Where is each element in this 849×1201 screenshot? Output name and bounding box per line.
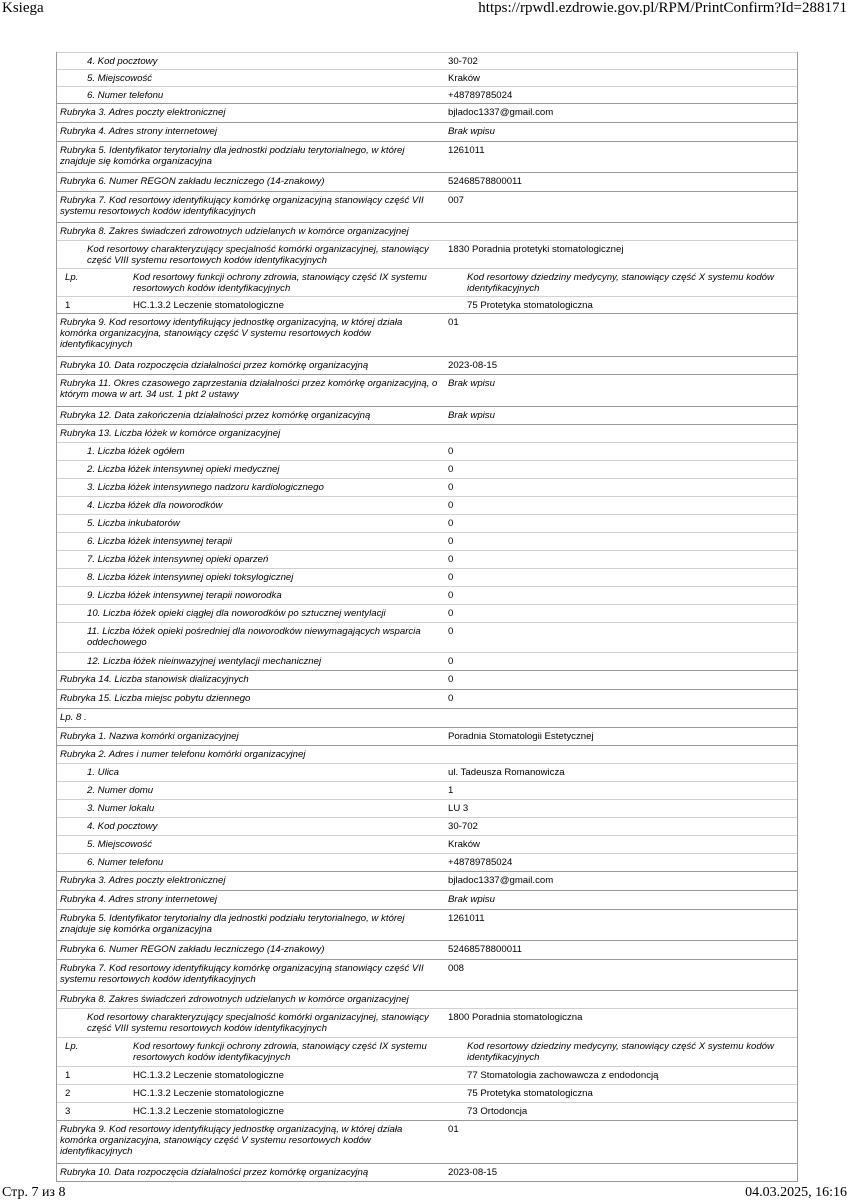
table-row	[57, 1084, 797, 1102]
row-value: 30-702	[448, 56, 478, 67]
table-row	[57, 1008, 797, 1037]
row-label: 6. Numer telefonu	[87, 90, 164, 101]
table-row	[57, 496, 797, 514]
table-row	[57, 799, 797, 817]
row-value: 73 Ortodoncja	[467, 1106, 528, 1117]
row-value: Kod resortowy dziedziny medycyny, stanowiący część X systemu kodów identyfikacyjnych	[467, 272, 774, 294]
row-label: Rubryka 9. Kod resortowy identyfikujący jednostkę organizacyjną, w której działa komórka organizacyjna, stanowiący część V systemu resortowych kodów identyfikacyjnych	[60, 1124, 403, 1157]
row-label: 4. Liczba łóżek dla noworodków	[87, 500, 223, 511]
row-label: Rubryka 12. Data zakończenia działalności przez komórkę organizacyjną	[60, 410, 371, 421]
row-label: 6. Numer telefonu	[87, 857, 164, 868]
table-row	[57, 240, 797, 268]
table-row	[57, 940, 797, 959]
row-label: 4. Kod pocztowy	[87, 821, 158, 832]
row-value: HC.1.3.2 Leczenie stomatologiczne	[133, 1106, 284, 1117]
row-label: Lp.	[65, 1041, 79, 1052]
table-row	[57, 222, 797, 240]
row-value: 52468578800011	[448, 176, 522, 187]
table-row	[57, 532, 797, 550]
page-counter: Стр. 7 из 8	[2, 1185, 66, 1200]
row-label: 1	[65, 1070, 71, 1081]
row-label: 6. Liczba łóżek intensywnej terapii	[87, 536, 233, 547]
row-label: 2. Numer domu	[87, 785, 154, 796]
table-row	[57, 1102, 797, 1120]
row-label: 5. Miejscowość	[87, 73, 153, 84]
table-row	[57, 1066, 797, 1084]
row-value: Kod resortowy funkcji ochrony zdrowia, stanowiący część IX systemu resortowych kodów identyfikacyjnych	[133, 1041, 427, 1063]
row-value: 2023-08-15	[448, 360, 498, 371]
row-label: 3. Liczba łóżek intensywnego nadzoru kardiologicznego	[87, 482, 324, 493]
table-row	[57, 1120, 797, 1163]
row-label: 8. Liczba łóżek intensywnej opieki toksylogicznej	[87, 572, 294, 583]
print-url: https://rpwdl.ezdrowie.gov.pl/RPM/PrintConfirm?Id=288171	[478, 0, 847, 16]
row-label: Kod resortowy charakteryzujący specjalność komórki organizacyjnej, stanowiący część VIII systemu resortowych kodów identyfikacyjnych	[87, 244, 429, 266]
row-label: 3. Numer lokalu	[87, 803, 155, 814]
print-header	[0, 0, 849, 20]
row-label: 5. Miejscowość	[87, 839, 153, 850]
row-label: Lp.	[65, 272, 79, 283]
table-row	[57, 374, 797, 406]
row-value: 01	[448, 1124, 459, 1135]
row-label: Rubryka 10. Data rozpoczęcia działalności przez komórkę organizacyjną	[60, 360, 369, 371]
table-row	[57, 745, 797, 763]
row-label: Rubryka 6. Numer REGON zakładu leczniczego (14-znakowy)	[60, 176, 325, 187]
row-label: 9. Liczba łóżek intensywnej terapii noworodka	[87, 590, 282, 601]
table-row	[57, 1037, 797, 1066]
row-value: 0	[448, 590, 454, 601]
table-row	[57, 514, 797, 532]
table-row	[57, 781, 797, 799]
row-value: bjladoc1337@gmail.com	[448, 107, 554, 118]
table-row	[57, 670, 797, 689]
table-row	[57, 586, 797, 604]
row-label: 1. Liczba łóżek ogółem	[87, 446, 185, 457]
row-label: Rubryka 5. Identyfikator terytorialny dla jednostki podziału terytorialnego, w której znajduje się komórka organizacyjna	[60, 145, 405, 167]
table-row	[57, 550, 797, 568]
row-label: 12. Liczba łóżek nieinwazyjnej wentylacji mechanicznej	[87, 656, 322, 667]
table-row	[57, 86, 797, 103]
table-row	[57, 122, 797, 141]
table-row	[57, 268, 797, 296]
row-value: 0	[448, 536, 454, 547]
row-value: 0	[448, 572, 454, 583]
row-value: Kraków	[448, 839, 480, 850]
row-value: 2023-08-15	[448, 1167, 498, 1178]
row-label: Rubryka 8. Zakres świadczeń zdrowotnych udzielanych w komórce organizacyjnej	[60, 226, 409, 237]
row-value: 0	[448, 608, 454, 619]
row-label: 11. Liczba łóżek opieki pośredniej dla noworodków niewymagających wsparcia oddechowego	[87, 626, 421, 648]
table-row	[57, 296, 797, 313]
table-row	[57, 442, 797, 460]
row-value: Kod resortowy dziedziny medycyny, stanowiący część X systemu kodów identyfikacyjnych	[467, 1041, 774, 1063]
row-value: 01	[448, 317, 459, 328]
row-label: 10. Liczba łóżek opieki ciągłej dla noworodków po sztucznej wentylacji	[87, 608, 386, 619]
row-label: Lp. 8 .	[60, 712, 87, 723]
row-label: Rubryka 2. Adres i numer telefonu komórki organizacyjnej	[60, 749, 306, 760]
row-label: 4. Kod pocztowy	[87, 56, 158, 67]
row-value: 007	[448, 195, 465, 206]
row-value: 77 Stomatologia zachowawcza z endodoncją	[467, 1070, 659, 1081]
row-value: 0	[448, 554, 454, 565]
registry-table	[56, 52, 798, 1182]
row-label: Rubryka 4. Adres strony internetowej	[60, 126, 217, 137]
table-row	[57, 406, 797, 424]
row-value: 1	[448, 785, 454, 796]
table-row	[57, 990, 797, 1008]
row-value: 0	[448, 626, 454, 637]
row-value: 008	[448, 963, 465, 974]
row-value: 0	[448, 464, 454, 475]
row-label: Rubryka 9. Kod resortowy identyfikujący jednostkę organizacyjną, w której działa komórka organizacyjna, stanowiący część V systemu resortowych kodów identyfikacyjnych	[60, 317, 403, 350]
row-label: Rubryka 8. Zakres świadczeń zdrowotnych udzielanych w komórce organizacyjnej	[60, 994, 409, 1005]
table-row	[57, 817, 797, 835]
row-value: 0	[448, 518, 454, 529]
row-value: 0	[448, 500, 454, 511]
row-value: Kod resortowy funkcji ochrony zdrowia, stanowiący część IX systemu resortowych kodów identyfikacyjnych	[133, 272, 427, 294]
table-row	[57, 763, 797, 781]
row-label: Rubryka 6. Numer REGON zakładu leczniczego (14-znakowy)	[60, 944, 325, 955]
table-row	[57, 424, 797, 442]
row-value: 1830 Poradnia protetyki stomatologicznej	[448, 244, 624, 255]
row-value: 30-702	[448, 821, 478, 832]
table-row	[57, 478, 797, 496]
row-value: ul. Tadeusza Romanowicza	[448, 767, 565, 778]
table-row	[57, 69, 797, 86]
row-value: 1261011	[448, 913, 485, 924]
row-value: +48789785024	[448, 857, 513, 868]
row-value: Brak wpisu	[448, 378, 495, 389]
table-row	[57, 172, 797, 191]
row-label: 1. Ulica	[87, 767, 119, 778]
row-value: 75 Protetyka stomatologiczna	[467, 1088, 593, 1099]
row-value: 0	[448, 674, 454, 685]
table-row	[57, 52, 797, 69]
print-footer	[0, 1185, 849, 1201]
table-row	[57, 313, 797, 356]
print-datetime: 04.03.2025, 16:16	[745, 1185, 847, 1200]
row-label: Rubryka 15. Liczba miejsc pobytu dziennego	[60, 693, 251, 704]
row-label: Rubryka 5. Identyfikator terytorialny dla jednostki podziału terytorialnego, w której znajduje się komórka organizacyjna	[60, 913, 405, 935]
row-label: Rubryka 3. Adres poczty elektronicznej	[60, 107, 226, 118]
row-label: Kod resortowy charakteryzujący specjalność komórki organizacyjnej, stanowiący część VIII systemu resortowych kodów identyfikacyjnych	[87, 1012, 429, 1034]
row-value: LU 3	[448, 803, 469, 814]
row-value: Kraków	[448, 73, 480, 84]
table-row	[57, 727, 797, 745]
table-row	[57, 191, 797, 222]
row-value: bjladoc1337@gmail.com	[448, 875, 554, 886]
table-row	[57, 689, 797, 708]
table-row	[57, 568, 797, 586]
row-value: 52468578800011	[448, 944, 522, 955]
table-row	[57, 959, 797, 990]
row-label: 3	[65, 1106, 71, 1117]
row-value: 0	[448, 693, 454, 704]
row-label: Rubryka 11. Okres czasowego zaprzestania działalności przez komórkę organizacyjną, o którym mowa w art. 34 ust. 1 pkt 2 ustawy	[60, 378, 438, 400]
row-label: 5. Liczba inkubatorów	[87, 518, 180, 529]
table-row	[57, 356, 797, 374]
row-value: 1261011	[448, 145, 485, 156]
row-value: Poradnia Stomatologii Estetycznej	[448, 731, 594, 742]
table-row	[57, 141, 797, 172]
table-row	[57, 909, 797, 940]
row-label: Rubryka 13. Liczba łóżek w komórce organizacyjnej	[60, 428, 281, 439]
row-value: 75 Protetyka stomatologiczna	[467, 300, 593, 311]
row-value: 0	[448, 446, 454, 457]
row-label: Rubryka 3. Adres poczty elektronicznej	[60, 875, 226, 886]
row-label: 2	[65, 1088, 71, 1099]
row-value: +48789785024	[448, 90, 513, 101]
row-value: 1800 Poradnia stomatologiczna	[448, 1012, 583, 1023]
row-value: Brak wpisu	[448, 410, 495, 421]
row-label: 2. Liczba łóżek intensywnej opieki medycznej	[87, 464, 280, 475]
row-value: 0	[448, 656, 454, 667]
row-label: Rubryka 7. Kod resortowy identyfikujący komórkę organizacyjną stanowiący część VII systemu resortowych kodów identyfikacyjnych	[60, 195, 424, 217]
table-row	[57, 460, 797, 478]
row-label: Rubryka 4. Adres strony internetowej	[60, 894, 217, 905]
row-value: HC.1.3.2 Leczenie stomatologiczne	[133, 1088, 284, 1099]
row-label: Rubryka 10. Data rozpoczęcia działalności przez komórkę organizacyjną	[60, 1167, 369, 1178]
print-title: Ksiega	[2, 0, 44, 16]
row-value: 0	[448, 482, 454, 493]
table-row	[57, 853, 797, 871]
table-row	[57, 652, 797, 670]
row-value: Brak wpisu	[448, 894, 495, 905]
row-label: Rubryka 1. Nazwa komórki organizacyjnej	[60, 731, 239, 742]
table-row	[57, 604, 797, 622]
table-row	[57, 622, 797, 652]
table-row	[57, 835, 797, 853]
row-label: Rubryka 7. Kod resortowy identyfikujący komórkę organizacyjną stanowiący część VII systemu resortowych kodów identyfikacyjnych	[60, 963, 424, 985]
table-row	[57, 708, 797, 727]
table-row	[57, 103, 797, 122]
table-row	[57, 890, 797, 909]
row-value: HC.1.3.2 Leczenie stomatologiczne	[133, 1070, 284, 1081]
row-label: 1	[65, 300, 71, 311]
row-label: 7. Liczba łóżek intensywnej opieki oparzeń	[87, 554, 269, 565]
table-row	[57, 1163, 797, 1181]
table-row	[57, 871, 797, 890]
row-value: Brak wpisu	[448, 126, 495, 137]
row-value: HC.1.3.2 Leczenie stomatologiczne	[133, 300, 284, 311]
row-label: Rubryka 14. Liczba stanowisk dializacyjnych	[60, 674, 249, 685]
